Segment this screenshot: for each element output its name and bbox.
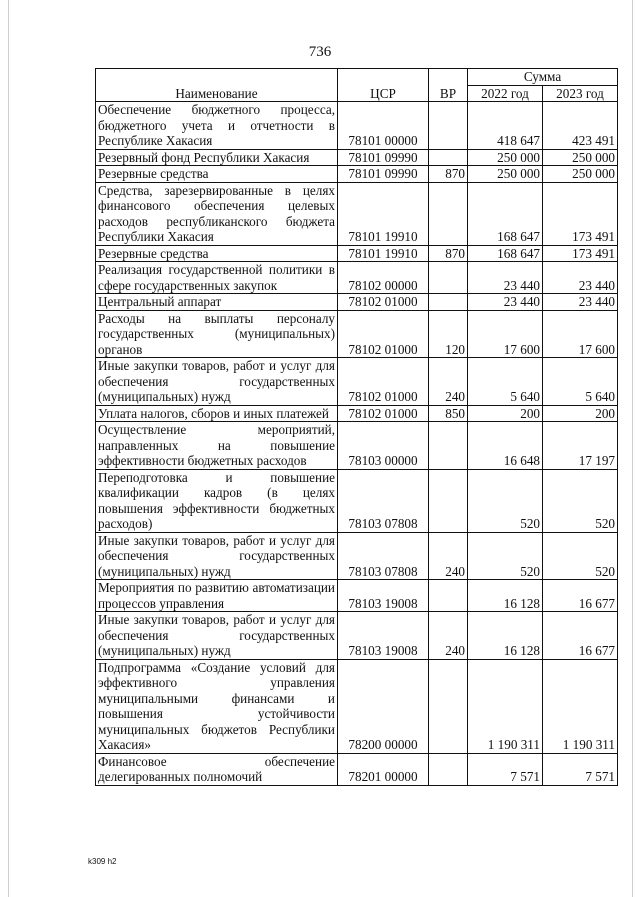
- row-amount-2022: 168 647: [468, 182, 543, 245]
- table-row: [96, 469, 618, 532]
- row-name: Финансовое обеспечение делегированных полномочий: [96, 753, 338, 785]
- row-amount-2023: 520: [543, 532, 618, 580]
- row-amount-2023: 520: [543, 469, 618, 532]
- row-vr: [429, 294, 468, 311]
- row-amount-2023: 1 190 311: [543, 659, 618, 753]
- row-amount-2022: 200: [468, 405, 543, 422]
- header-vr: ВР: [429, 69, 468, 102]
- row-amount-2023: 7 571: [543, 753, 618, 785]
- row-vr: 870: [429, 166, 468, 183]
- table-row: [96, 166, 618, 183]
- budget-table: [95, 68, 618, 786]
- row-amount-2023: 16 677: [543, 612, 618, 660]
- row-amount-2022: 17 600: [468, 310, 543, 358]
- row-amount-2023: 23 440: [543, 294, 618, 311]
- table-row: [96, 262, 618, 294]
- footer-code: k309 h2: [88, 857, 117, 866]
- row-amount-2023: 200: [543, 405, 618, 422]
- row-vr: 240: [429, 612, 468, 660]
- row-amount-2022: 5 640: [468, 358, 543, 406]
- row-csr: 78103 07808: [338, 532, 429, 580]
- row-vr: 240: [429, 358, 468, 406]
- row-amount-2023: 173 491: [543, 182, 618, 245]
- row-name: Переподготовка и повышение квалификации кадров (в целях повышения эффективности бюджетных расходов): [96, 469, 338, 532]
- row-csr: 78102 01000: [338, 405, 429, 422]
- row-csr: 78103 07808: [338, 469, 429, 532]
- row-amount-2022: 16 648: [468, 422, 543, 470]
- row-amount-2022: 23 440: [468, 262, 543, 294]
- row-vr: 240: [429, 532, 468, 580]
- row-name: Резервные средства: [96, 245, 338, 262]
- header-sum: Сумма: [468, 69, 618, 86]
- row-amount-2023: 23 440: [543, 262, 618, 294]
- row-amount-2022: 16 128: [468, 580, 543, 612]
- table-row: [96, 753, 618, 785]
- row-amount-2023: 423 491: [543, 102, 618, 150]
- row-amount-2022: 520: [468, 532, 543, 580]
- row-amount-2022: 250 000: [468, 149, 543, 166]
- row-amount-2023: 5 640: [543, 358, 618, 406]
- row-amount-2023: 16 677: [543, 580, 618, 612]
- table-row: [96, 422, 618, 470]
- table-row: [96, 405, 618, 422]
- row-name: Подпрограмма «Создание условий для эффективного управления муниципальными финансами и повышения устойчивости муниципальных бюджетов Республики Хакасия»: [96, 659, 338, 753]
- header-name: Наименование: [96, 69, 338, 102]
- row-vr: [429, 262, 468, 294]
- header-csr: ЦСР: [338, 69, 429, 102]
- row-csr: 78103 19008: [338, 580, 429, 612]
- row-amount-2023: 17 197: [543, 422, 618, 470]
- row-vr: 850: [429, 405, 468, 422]
- row-vr: [429, 580, 468, 612]
- table-row: [96, 245, 618, 262]
- row-vr: 870: [429, 245, 468, 262]
- row-amount-2022: 250 000: [468, 166, 543, 183]
- table-body: [96, 102, 618, 786]
- table-row: [96, 294, 618, 311]
- row-name: Реализация государственной политики в сфере государственных закупок: [96, 262, 338, 294]
- row-vr: [429, 422, 468, 470]
- row-csr: 78101 19910: [338, 182, 429, 245]
- scan-edge-left: [8, 0, 9, 897]
- row-csr: 78102 01000: [338, 294, 429, 311]
- table-row: [96, 310, 618, 358]
- row-vr: [429, 753, 468, 785]
- row-csr: 78101 00000: [338, 102, 429, 150]
- table-row: [96, 182, 618, 245]
- table-row: [96, 580, 618, 612]
- table-row: [96, 102, 618, 150]
- row-name: Иные закупки товаров, работ и услуг для обеспечения государственных (муниципальных) нужд: [96, 612, 338, 660]
- row-name: Мероприятия по развитию автоматизации процессов управления: [96, 580, 338, 612]
- table-row: [96, 149, 618, 166]
- row-vr: [429, 659, 468, 753]
- row-csr: 78102 00000: [338, 262, 429, 294]
- row-amount-2022: 1 190 311: [468, 659, 543, 753]
- row-name: Резервные средства: [96, 166, 338, 183]
- row-name: Центральный аппарат: [96, 294, 338, 311]
- row-amount-2022: 168 647: [468, 245, 543, 262]
- row-name: Обеспечение бюджетного процесса, бюджетного учета и отчетности в Республике Хакасия: [96, 102, 338, 150]
- row-vr: [429, 182, 468, 245]
- row-csr: 78101 09990: [338, 166, 429, 183]
- table-row: [96, 532, 618, 580]
- row-amount-2023: 17 600: [543, 310, 618, 358]
- row-amount-2022: 418 647: [468, 102, 543, 150]
- table-row: [96, 659, 618, 753]
- row-name: Уплата налогов, сборов и иных платежей: [96, 405, 338, 422]
- row-amount-2023: 173 491: [543, 245, 618, 262]
- header-year-2022: 2022 год: [468, 85, 543, 102]
- row-csr: 78102 01000: [338, 310, 429, 358]
- row-vr: [429, 102, 468, 150]
- row-csr: 78200 00000: [338, 659, 429, 753]
- page-number: 736: [308, 44, 332, 60]
- row-name: Иные закупки товаров, работ и услуг для обеспечения государственных (муниципальных) нужд: [96, 358, 338, 406]
- scan-edge-right: [632, 0, 633, 897]
- row-amount-2023: 250 000: [543, 166, 618, 183]
- table-row: [96, 358, 618, 406]
- row-csr: 78101 19910: [338, 245, 429, 262]
- row-amount-2022: 7 571: [468, 753, 543, 785]
- table-row: [96, 612, 618, 660]
- row-csr: 78102 01000: [338, 358, 429, 406]
- row-name: Осуществление мероприятий, направленных на повышение эффективности бюджетных расходов: [96, 422, 338, 470]
- row-csr: 78201 00000: [338, 753, 429, 785]
- row-csr: 78103 19008: [338, 612, 429, 660]
- row-vr: [429, 469, 468, 532]
- row-vr: [429, 149, 468, 166]
- header-year-2023: 2023 год: [543, 85, 618, 102]
- row-name: Резервный фонд Республики Хакасия: [96, 149, 338, 166]
- row-amount-2022: 520: [468, 469, 543, 532]
- row-name: Расходы на выплаты персоналу государственных (муниципальных) органов: [96, 310, 338, 358]
- row-amount-2022: 23 440: [468, 294, 543, 311]
- row-amount-2022: 16 128: [468, 612, 543, 660]
- row-name: Иные закупки товаров, работ и услуг для обеспечения государственных (муниципальных) нужд: [96, 532, 338, 580]
- row-amount-2023: 250 000: [543, 149, 618, 166]
- row-csr: 78101 09990: [338, 149, 429, 166]
- row-csr: 78103 00000: [338, 422, 429, 470]
- row-vr: 120: [429, 310, 468, 358]
- row-name: Средства, зарезервированные в целях финансового обеспечения целевых расходов республиканского бюджета Республики Хакасия: [96, 182, 338, 245]
